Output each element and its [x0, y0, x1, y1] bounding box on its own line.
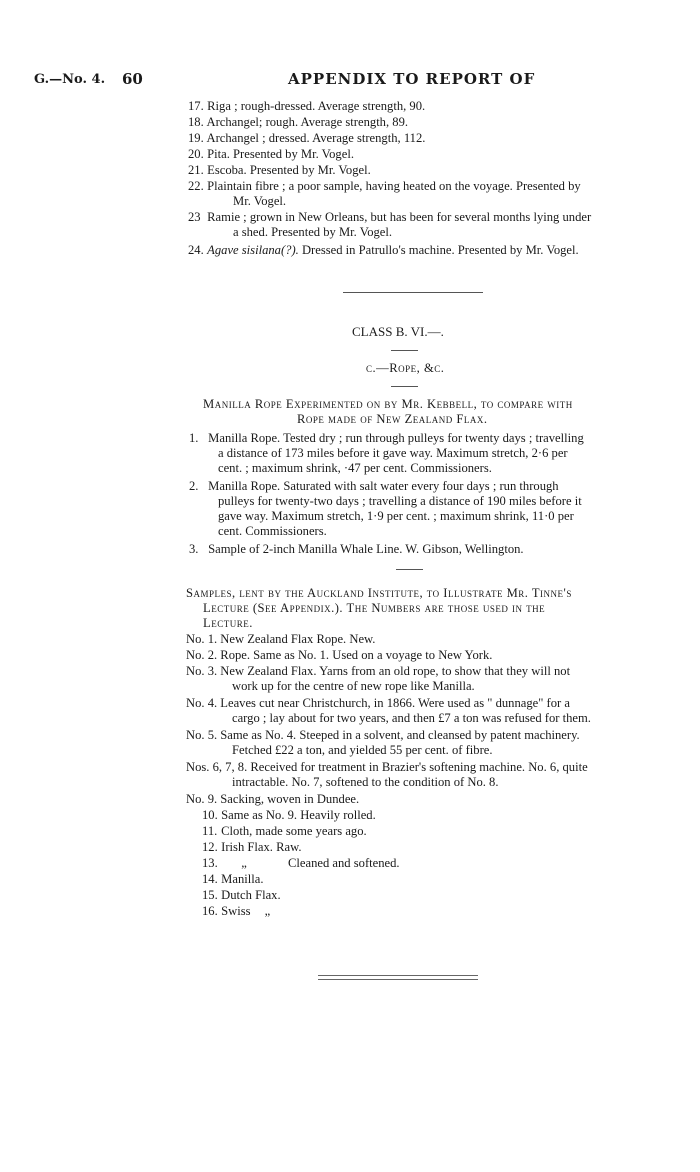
- list-item: 20. Pita. Presented by Mr. Vogel.: [188, 147, 354, 161]
- list-item: 19. Archangel ; dressed. Average strength, 112.: [188, 131, 426, 145]
- list-item: 17. Riga ; rough-dressed. Average strength, 90.: [188, 99, 426, 113]
- list-item: No. 9. Sacking, woven in Dundee.: [186, 792, 360, 806]
- list-item: No. 3. New Zealand Flax. Yarns from an old rope, to show that they will not: [186, 664, 571, 678]
- list-item: 11. Cloth, made some years ago.: [202, 824, 367, 838]
- list-item-continuation: cent. Commissioners.: [218, 524, 327, 538]
- list-item: 23 Ramie ; grown in New Orleans, but has been for several months lying under: [188, 210, 592, 224]
- list-item-continuation: Fetched £22 a ton, and yielded 55 per cent. of fibre.: [232, 743, 493, 757]
- section-divider: [343, 292, 483, 293]
- end-rule: [318, 979, 478, 980]
- list-item: 18. Archangel; rough. Average strength, 89.: [188, 115, 409, 129]
- samples-heading: Samples, lent by the Auckland Institute, to Illustrate Mr. Tinne's: [186, 586, 572, 600]
- list-item-continuation: a shed. Presented by Mr. Vogel.: [233, 225, 393, 239]
- document-reference: G.—No. 4.: [34, 72, 106, 87]
- class-heading: CLASS B. VI.—.: [352, 324, 444, 339]
- end-rule: [318, 975, 478, 976]
- list-item: 12. Irish Flax. Raw.: [202, 840, 302, 854]
- short-divider: [391, 386, 418, 387]
- list-item-continuation: pulleys for twenty-two days ; travelling a distance of 190 miles before it: [218, 494, 582, 508]
- ditto-mark: „: [264, 904, 271, 918]
- list-item: No. 5. Same as No. 4. Steeped in a solvent, and cleansed by patent machinery.: [186, 728, 580, 742]
- short-divider: [396, 569, 423, 570]
- manilla-heading-line2: Rope made of New Zealand Flax.: [297, 412, 488, 426]
- page-number: 60: [122, 70, 143, 88]
- list-item: 22. Plaintain fibre ; a poor sample, having heated on the voyage. Presented by: [188, 179, 581, 193]
- list-item: 1. Manilla Rope. Tested dry ; run through pulleys for twenty days ; travelling: [189, 431, 584, 445]
- list-item-continuation: work up for the centre of new rope like Manilla.: [232, 679, 475, 693]
- samples-heading-line2: Lecture (See Appendix.). The Numbers are those used in the: [203, 601, 546, 615]
- list-item: 21. Escoba. Presented by Mr. Vogel.: [188, 163, 371, 177]
- list-item: No. 2. Rope. Same as No. 1. Used on a voyage to New York.: [186, 648, 493, 662]
- list-item: 14. Manilla.: [202, 872, 264, 886]
- list-item-continuation: cargo ; lay about for two years, and then £7 a ton was refused for them.: [232, 711, 591, 725]
- list-item: Nos. 6, 7, 8. Received for treatment in Brazier's softening machine. No. 6, quite: [186, 760, 588, 774]
- list-item: 15. Dutch Flax.: [202, 888, 281, 902]
- ditto-mark: „: [241, 856, 247, 870]
- list-item: 24. Agave sisilana(?). Dressed in Patrullo's machine. Presented by Mr. Vogel.: [188, 243, 579, 257]
- manilla-heading: Manilla Rope Experimented on by Mr. Kebbell, to compare with: [203, 397, 573, 411]
- list-item-continuation: cent. ; maximum shrink, ·47 per cent. Commissioners.: [218, 461, 492, 475]
- samples-heading-line3: Lecture.: [203, 616, 253, 630]
- list-item: No. 4. Leaves cut near Christchurch, in 1866. Were used as " dunnage" for a: [186, 696, 570, 710]
- list-item-continuation: a distance of 173 miles before it gave way. Maximum stretch, 2·6 per: [218, 446, 568, 460]
- list-item: 10. Same as No. 9. Heavily rolled.: [202, 808, 376, 822]
- list-item: 16. Swiss „: [202, 904, 271, 918]
- list-item: 3. Sample of 2-inch Manilla Whale Line. W. Gibson, Wellington.: [189, 542, 524, 556]
- short-divider: [391, 350, 418, 351]
- page-title: APPENDIX TO REPORT OF: [288, 70, 536, 88]
- list-item: No. 1. New Zealand Flax Rope. New.: [186, 632, 376, 646]
- list-item-continuation: Mr. Vogel.: [233, 194, 287, 208]
- list-item: 13. „ Cleaned and softened.: [202, 856, 400, 870]
- list-item-continuation: gave way. Maximum stretch, 1·9 per cent. ; maximum shrink, 11·0 per: [218, 509, 574, 523]
- list-item: 2. Manilla Rope. Saturated with salt water every four days ; run through: [189, 479, 559, 493]
- list-item-continuation: intractable. No. 7, softened to the condition of No. 8.: [232, 775, 499, 789]
- sub-heading: c.—Rope, &c.: [366, 361, 445, 375]
